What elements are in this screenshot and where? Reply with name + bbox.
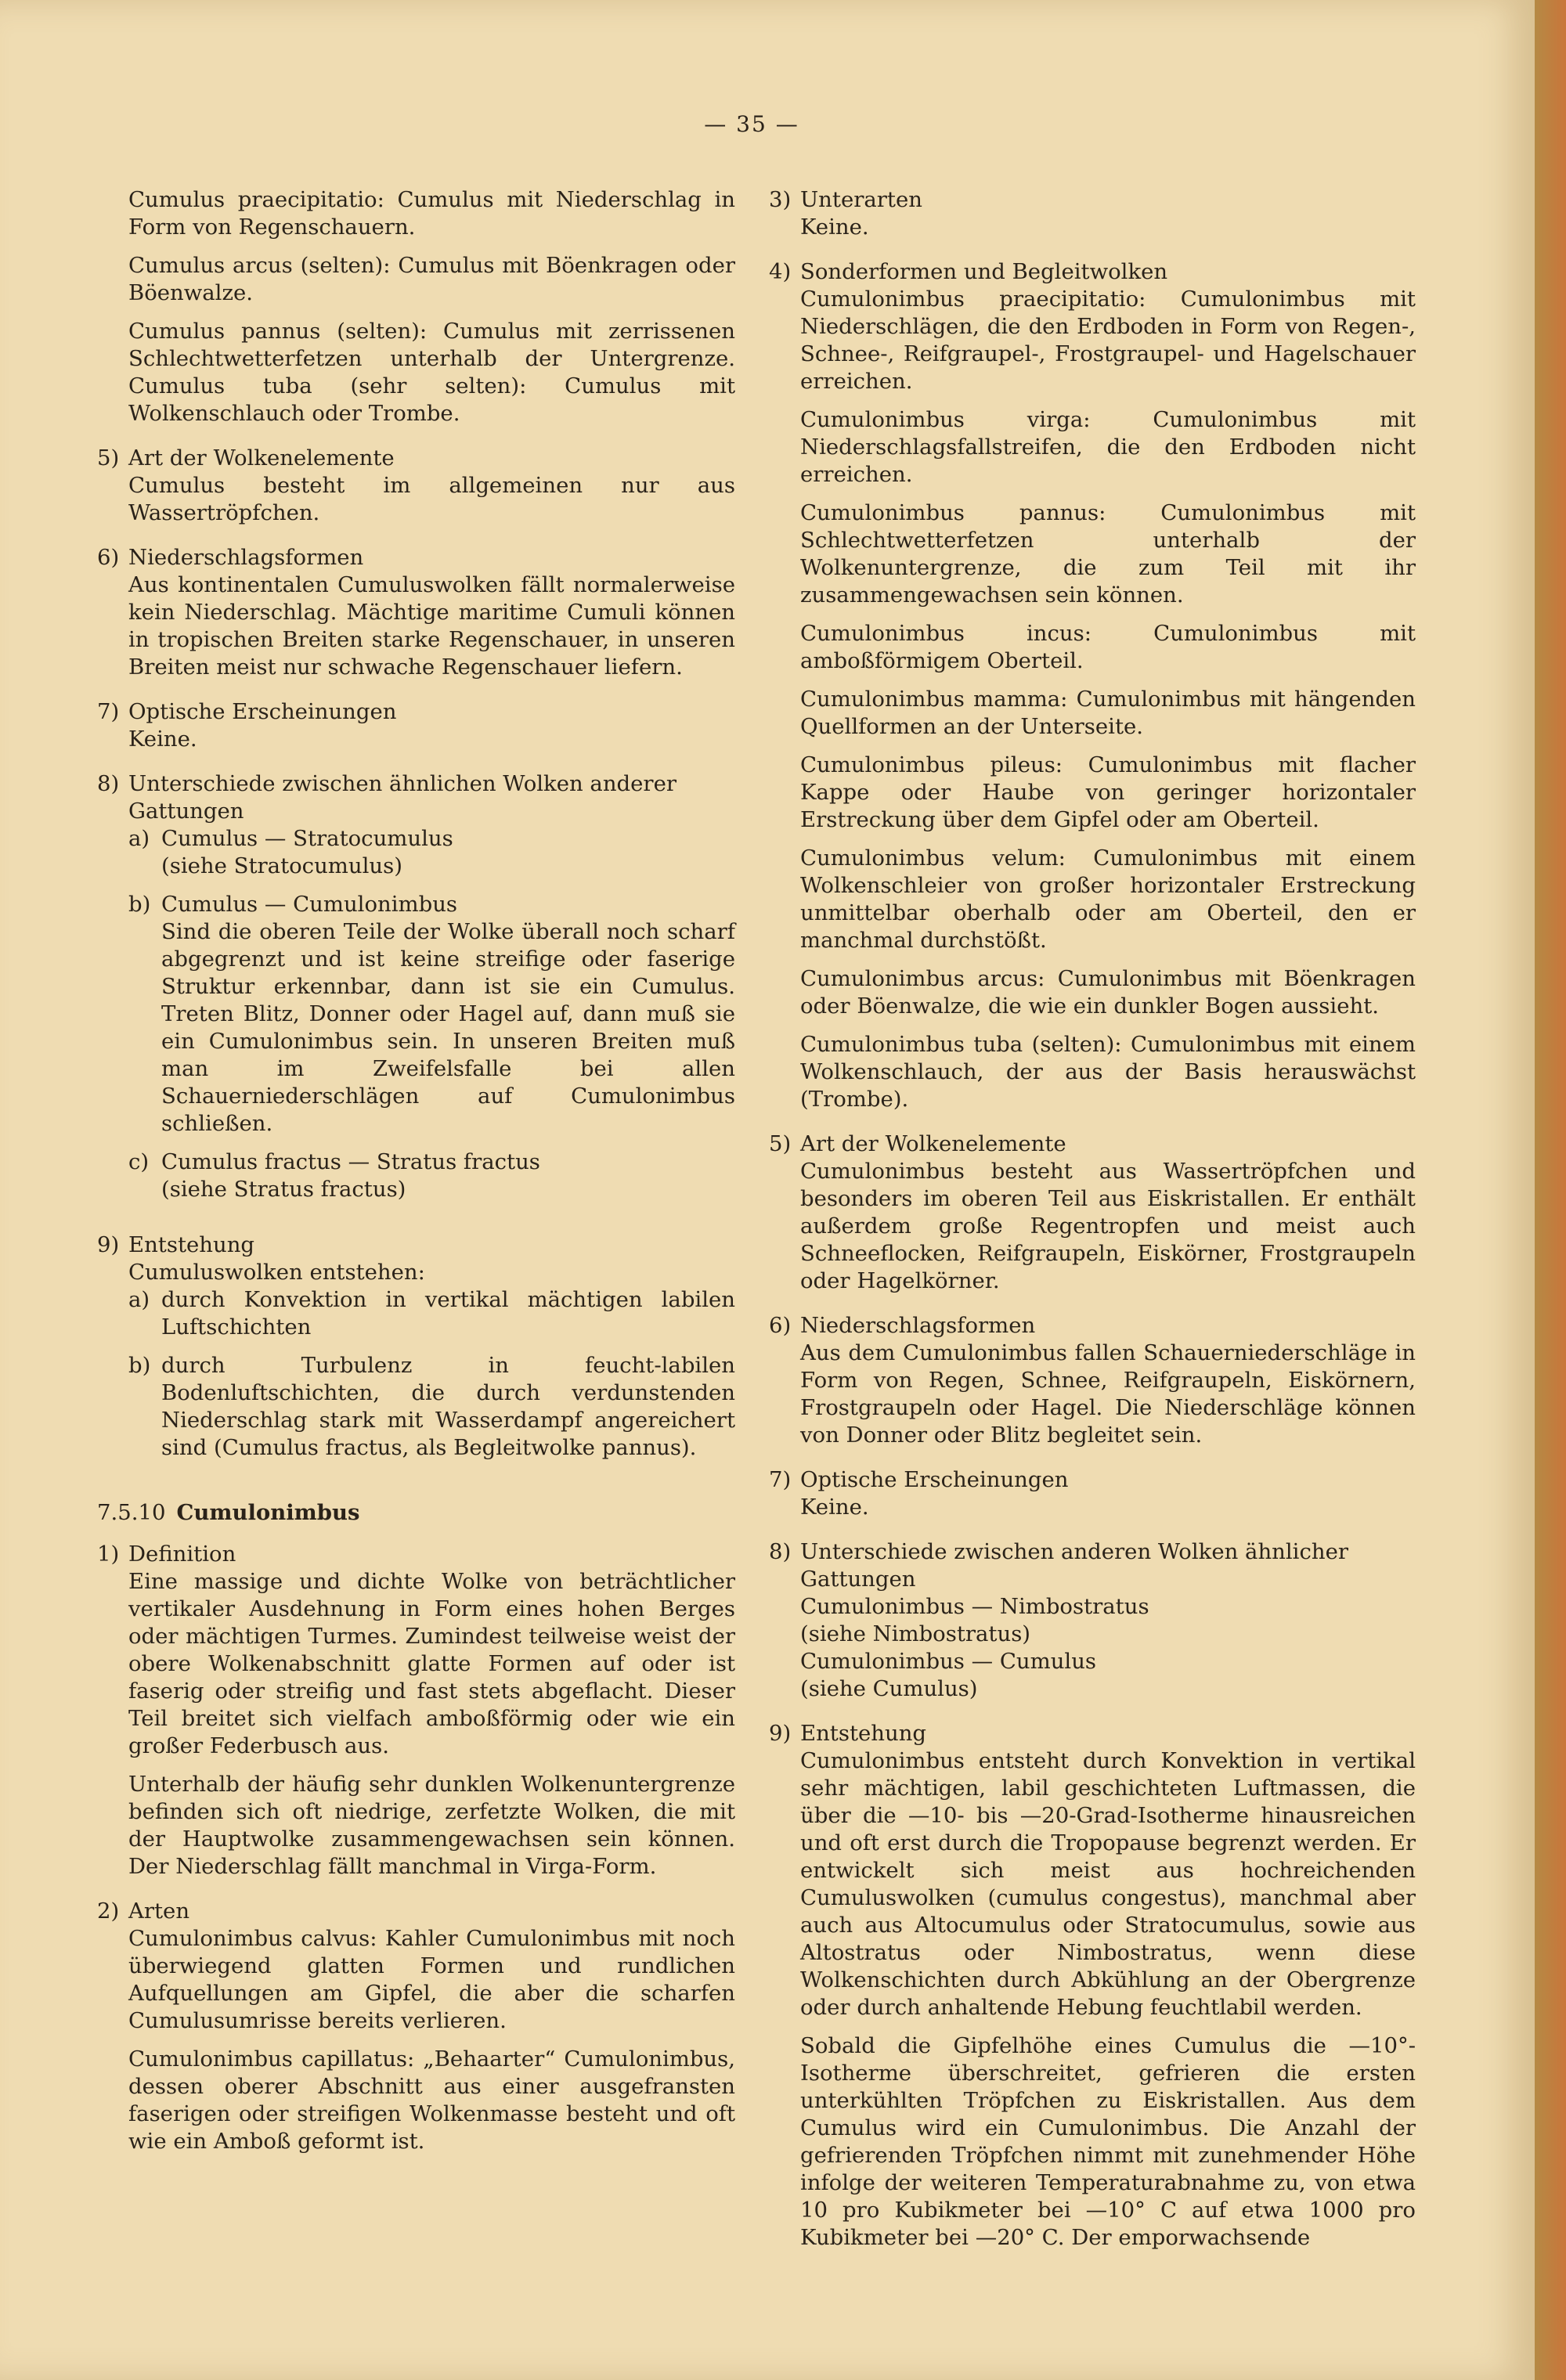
sub-label: b) (128, 892, 151, 917)
list-item (97, 445, 735, 527)
item-heading: Art der Wolkenelemente (128, 445, 395, 471)
item-number: 7) (769, 1467, 792, 1492)
book-edge (1535, 0, 1566, 2380)
list-item (769, 1538, 1416, 1703)
list-item (97, 544, 735, 681)
paragraph: Cumulonimbus velum: Cumulonimbus mit einem Wolkenschleier von großer horizontaler Erstreckung unmittelbar oberhalb oder am Oberteil, den er manchmal durchstößt. (800, 846, 1416, 953)
paragraph: Keine. (800, 1495, 869, 1520)
sub-text: durch Konvektion in vertikal mächtigen labilen Luftschichten (161, 1287, 735, 1340)
text-line: (siehe Nimbostratus) (800, 1621, 1031, 1646)
item-heading: Unterschiede zwischen ähnlichen Wolken anderer Gattungen (128, 771, 677, 824)
item-number: 6) (97, 545, 120, 570)
item-number: 5) (769, 1131, 792, 1156)
item-number: 9) (769, 1721, 792, 1746)
paragraph: Cumulus arcus (selten): Cumulus mit Böenkragen oder Böenwalze. (128, 253, 735, 305)
paragraph: Cumulus besteht im allgemeinen nur aus Wassertröpfchen. (128, 473, 735, 525)
sub-line: Sind die oberen Teile der Wolke überall noch scharf abgegrenzt und ist keine streifige oder faserige Struktur erkennbar, dann ist sie ein Cumulus. Treten Blitz, Donner oder Hagel auf, dann muß sie ein Cumulonimbus sein. In unseren Breiten muß man im Zweifelsfalle bei allen Schauerniederschlägen auf Cumulonimbus schließen. (161, 919, 735, 1136)
item-heading: Unterarten (800, 187, 922, 212)
paragraph: Cumulonimbus pileus: Cumulonimbus mit flacher Kappe oder Haube von geringer horizontaler Erstreckung über dem Gipfel oder am Oberteil. (800, 752, 1416, 832)
paragraph: Keine. (800, 215, 869, 240)
list-item (97, 770, 735, 1214)
paragraph: Cumulonimbus calvus: Kahler Cumulonimbus mit noch überwiegend glatten Formen und rundlichen Aufquellungen am Gipfel, die aber die scharfen Cumulusumrisse bereits verlieren. (128, 1926, 735, 2033)
paragraph: Cumulus pannus (selten): Cumulus mit zerrissenen Schlechtwetterfetzen unterhalb der Untergrenze. Cumulus tuba (sehr selten): Cumulus mit Wolkenschlauch oder Trombe. (128, 319, 735, 426)
item-heading: Art der Wolkenelemente (800, 1131, 1066, 1156)
list-item (769, 1720, 1416, 2252)
item-number: 5) (97, 445, 120, 471)
sub-item (128, 1352, 735, 1462)
paragraph: Cumulonimbus pannus: Cumulonimbus mit Schlechtwetterfetzen unterhalb der Wolkenuntergrenze, die zum Teil mit ihr zusammengewachsen sein können. (800, 500, 1416, 608)
sub-line: Cumulus fractus — Stratus fractus (161, 1149, 540, 1174)
sub-line: Cumulus — Cumulonimbus (161, 892, 458, 917)
paragraph: Cumulonimbus incus: Cumulonimbus mit amboßförmigem Oberteil. (800, 621, 1416, 673)
item-heading: Unterschiede zwischen anderen Wolken ähnlicher Gattungen (800, 1539, 1348, 1592)
list-item (97, 1898, 735, 2155)
sub-item (128, 891, 735, 1138)
item-heading: Definition (128, 1542, 236, 1567)
item-number: 8) (769, 1539, 792, 1564)
paragraph: Keine. (128, 727, 197, 752)
right-column (769, 186, 1416, 2269)
list-item (769, 1130, 1416, 1295)
paragraph: Eine massige und dichte Wolke von beträchtlicher vertikaler Ausdehnung in Form eines hohen Berges oder mächtigen Turmes. Zumindest teilweise weist der obere Wolkenabschnitt glatte Formen auf oder ist faserig oder streifig und fast stets abgeflacht. Dieser Teil breitet sich vielfach amboßförmig oder wie ein großer Federbusch aus. (128, 1569, 735, 1758)
item-heading: Sonderformen und Begleitwolken (800, 259, 1168, 284)
sub-text: durch Turbulenz in feucht-labilen Bodenluftschichten, die durch verdunstenden Niederschlag stark mit Wasserdampf angereichert sind (Cumulus fractus, als Begleitwolke pannus). (161, 1353, 735, 1460)
paragraph: Cumulonimbus tuba (selten): Cumulonimbus mit einem Wolkenschlauch, der aus der Basis herauswächst (Trombe). (800, 1032, 1416, 1112)
sub-item (128, 825, 735, 880)
sub-label: b) (128, 1353, 151, 1378)
paragraph: Cumulonimbus mamma: Cumulonimbus mit hängenden Quellformen an der Unterseite. (800, 687, 1416, 739)
text-line: Cumulonimbus — Cumulus (800, 1649, 1097, 1674)
text-line: Cumulonimbus — Nimbostratus (800, 1594, 1149, 1619)
paragraph: Unterhalb der häufig sehr dunklen Wolkenuntergrenze befinden sich oft niedrige, zerfetzte Wolken, die mit der Hauptwolke zusammengewachsen sein können. Der Niederschlag fällt manchmal in Virga-Form. (128, 1772, 735, 1879)
sub-item (128, 1149, 735, 1203)
item-number: 8) (97, 771, 120, 796)
paragraph: Cumulonimbus virga: Cumulonimbus mit Niederschlagsfallstreifen, die den Erdboden nicht erreichen. (800, 407, 1416, 487)
page-number: — 35 — (704, 111, 799, 137)
item-number: 7) (97, 699, 120, 724)
item-heading: Arten (128, 1899, 190, 1924)
list-item (769, 1466, 1416, 1521)
sub-line: (siehe Stratocumulus) (161, 853, 402, 878)
paragraph: Cumulus praecipitatio: Cumulus mit Niederschlag in Form von Regenschauern. (128, 187, 735, 240)
list-item (769, 1312, 1416, 1449)
cumulus-varieties-continued (128, 186, 735, 427)
item-number: 1) (97, 1542, 120, 1567)
list-item (769, 258, 1416, 1113)
item-number: 6) (769, 1313, 792, 1338)
paragraph: Cumulonimbus arcus: Cumulonimbus mit Böenkragen oder Böenwalze, die wie ein dunkler Bogen aussieht. (800, 966, 1416, 1019)
section-title: Cumulonimbus (176, 1500, 360, 1525)
paragraph: Cumulonimbus entsteht durch Konvektion in vertikal sehr mächtigen, labil geschichteten Luftmassen, die über die —10- bis —20-Grad-Isotherme hinausreichen und oft erst durch die Tropopause begrenzt werden. Er entwickelt sich meist aus hochreichenden Cumuluswolken (cumulus congestus), manchmal aber auch aus Altocumulus oder Stratocumulus, sowie aus Altostratus oder Nimbostratus, wenn diese Wolkenschichten durch Abkühlung an der Obergrenze oder durch anhaltende Hebung feuchtlabil werden. (800, 1748, 1416, 2020)
item-number: 9) (97, 1232, 120, 1257)
sub-line: Cumulus — Stratocumulus (161, 826, 453, 851)
left-column (97, 186, 735, 2173)
item-number: 4) (769, 259, 792, 284)
list-item (97, 1231, 735, 1473)
list-item (97, 698, 735, 753)
item-heading: Niederschlagsformen (128, 545, 364, 570)
paragraph: Aus kontinentalen Cumuluswolken fällt normalerweise kein Niederschlag. Mächtige maritime Cumuli können in tropischen Breiten starke Regenschauer, in unseren Breiten meist nur schwache Regenschauer liefern. (128, 572, 735, 680)
list-item (769, 186, 1416, 241)
text-line: (siehe Cumulus) (800, 1676, 978, 1701)
paragraph: Aus dem Cumulonimbus fallen Schauerniederschläge in Form von Regen, Schnee, Reifgraupeln, Eiskörnern, Frostgraupeln oder Hagel. Die Niederschläge können von Donner oder Blitz begleitet sein. (800, 1340, 1416, 1448)
item-heading: Entstehung (128, 1232, 255, 1257)
section-number: 7.5.10 (97, 1500, 166, 1525)
sub-label: a) (128, 826, 150, 851)
item-heading: Entstehung (800, 1721, 927, 1746)
item-number: 3) (769, 187, 792, 212)
item-heading: Optische Erscheinungen (800, 1467, 1069, 1492)
item-heading: Optische Erscheinungen (128, 699, 397, 724)
paragraph: Cumulonimbus besteht aus Wassertröpfchen und besonders im oberen Teil aus Eiskristallen. Er enthält außerdem große Regentropfen und meist auch Schneeflocken, Reifgraupeln, Eiskörner, Frostgraupeln oder Hagelkörner. (800, 1159, 1416, 1293)
item-number: 2) (97, 1899, 120, 1924)
section-heading (97, 1499, 735, 1527)
paragraph: Cumulonimbus capillatus: „Behaarter“ Cumulonimbus, dessen oberer Abschnitt aus einer ausgefransten faserigen oder streifigen Wolkenmasse besteht und oft wie ein Amboß geformt ist. (128, 2046, 735, 2154)
item-heading: Niederschlagsformen (800, 1313, 1036, 1338)
sub-label: c) (128, 1149, 150, 1174)
paragraph: Cumuluswolken entstehen: (128, 1260, 425, 1285)
sub-line: (siehe Stratus fractus) (161, 1177, 406, 1202)
sub-label: a) (128, 1287, 150, 1312)
sub-item (128, 1286, 735, 1341)
list-item (97, 1541, 735, 1881)
paragraph: Cumulonimbus praecipitatio: Cumulonimbus mit Niederschlägen, die den Erdboden in Form von Regen-, Schnee-, Reifgraupel-, Frostgraupel- und Hagelschauer erreichen. (800, 287, 1416, 394)
paragraph: Sobald die Gipfelhöhe eines Cumulus die —10°-Isotherme überschreitet, gefrieren die ersten unterkühlten Tröpfchen zu Eiskristallen. Aus dem Cumulus wird ein Cumulonimbus. Die Anzahl der gefrierenden Tröpfchen nimmt mit zunehmender Höhe infolge der weiteren Temperaturabnahme zu, von etwa 10 pro Kubikmeter bei —10° C auf etwa 1000 pro Kubikmeter bei —20° C. Der emporwachsende (800, 2033, 1416, 2250)
